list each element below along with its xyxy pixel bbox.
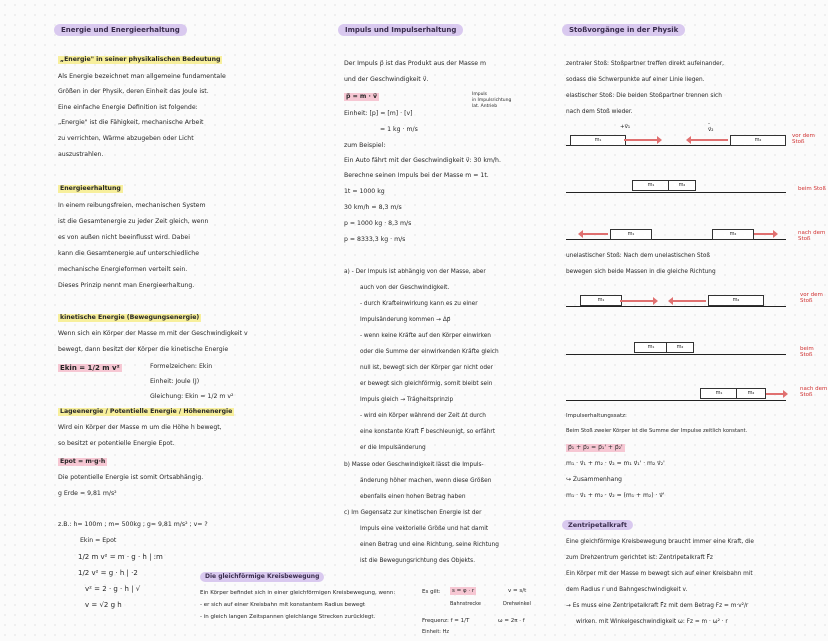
text-line: „Energie" ist die Fähigkeit, mechanische Arbeit [58, 119, 204, 126]
ekin-formula: Ekin = 1/2 m v² [60, 364, 120, 372]
text-line: Impulsänderung kommen → Δp⃗ [360, 317, 451, 323]
gravity-value: g Erde = 9,81 m/s² [58, 490, 117, 497]
conservation-heading: Impulserhaltungssatz: [566, 413, 627, 419]
it-holds: Es gilt: [422, 589, 441, 595]
text-line: - er sich auf einer Kreisbahn mit konstantem Radius bewegt [200, 602, 365, 608]
text-line: Ein Auto fährt mit der Geschwindigkeit v⃗: 30 km/h. [344, 157, 501, 164]
text-line: null ist, bewegt sich der Körper gar nicht oder [360, 365, 493, 371]
text-line: zum Drehzentrum gerichtet ist: Zentripetalkraft F⃗z [566, 555, 713, 561]
velocity-2-label: - v⃗₂ [708, 121, 714, 133]
text-line: In einem reibungsfreien, mechanischen System [58, 202, 206, 209]
mass-2-box: m₂ [730, 135, 786, 146]
example-given: z.B.: h= 100m ; m= 500kg ; g= 9,81 m/s² ; v= ? [58, 521, 208, 528]
text-line: mechanische Energieformen verteilt sein. [58, 266, 188, 273]
frequency-formula: Frequenz: f = 1/T [422, 618, 470, 624]
example-step: v² = 2 · g · h | √ [85, 585, 141, 593]
ground-line [566, 400, 786, 401]
text-line: c) Im Gegensatz zur kinetischen Energie ist der [344, 510, 482, 516]
text-line: Wird ein Körper der Masse m um die Höhe h bewegt, [58, 424, 222, 431]
collisions-title: Stoßvorgänge in der Physik [562, 24, 685, 36]
text-line: Die potentielle Energie ist somit Ortsabhängig. [58, 474, 204, 481]
unit-line: Einheit: [p] = [m] · [v] [344, 110, 413, 117]
label-before: vor dem Stoß [800, 292, 823, 304]
legend-line: in Impulsrichtung [472, 98, 512, 103]
velocity-arrow-right [754, 233, 774, 235]
ekin-symbol: Formelzeichen: Ekin [150, 363, 213, 370]
speed-formula: v = s/t [508, 588, 527, 594]
conservation-formula-expanded: m₁ · v⃗₁ + m₂ · v⃗₂ = m₁ v⃗₁' · m₂ v⃗₂' [566, 460, 665, 467]
energy-meaning-heading: „Energie" in seiner physikalischen Bedeutung [60, 56, 221, 63]
text-line: oder die Summe der einwirkenden Kräfte gleich [360, 349, 499, 355]
legend-line: Impuls [472, 92, 488, 97]
text-line: ebenfalls einen hohen Betrag haben [360, 494, 466, 500]
text-line: p = 8333,3 kg · m/s [344, 236, 406, 243]
mass-2-box: m₂ [736, 388, 766, 399]
text-line: Größen in der Physik, deren Einheit das Joule ist. [58, 88, 209, 95]
text-line: Als Energie bezeichnet man allgemeine fundamentale [58, 73, 226, 80]
kinetic-energy-heading: kinetische Energie (Bewegungsenergie) [60, 314, 200, 321]
text-line: Dieses Prinzip nennt man Energieerhaltung. [58, 282, 195, 289]
mass-2-box: m₂ [712, 229, 754, 240]
text-line: a) - Der Impuls ist abhängig von der Masse, aber [344, 269, 486, 275]
mass-1-box: m₁ [700, 388, 738, 399]
text-line: p = 1000 kg · 8,3 m/s [344, 220, 412, 227]
label-before: vor dem Stoß [792, 133, 815, 145]
energy-conservation-heading: Energieerhaltung [60, 185, 121, 192]
text-line: änderung höher machen, wenn diese Größen [360, 478, 492, 484]
ekin-equation: Gleichung: Ekin = 1/2 m v² [150, 393, 234, 400]
arc-label: Bahnstrecke [450, 601, 481, 607]
velocity-1-label: +v⃗₁ [620, 124, 631, 130]
unit-line: = 1 kg · m/s [380, 126, 418, 133]
omega-formula: ω = 2π · f [498, 618, 525, 624]
text-line: auch von der Geschwindigkeit. [360, 285, 450, 291]
text-line: auszustrahlen. [58, 151, 104, 158]
text-line: Wenn sich ein Körper der Masse m mit der Geschwindigkeit v [58, 330, 248, 337]
mass-1-box: m₁ [610, 229, 652, 240]
text-line: zu verrichten, Wärme abzugeben oder Licht [58, 135, 194, 142]
velocity-arrow-right [624, 139, 658, 141]
text-line: kann die Gesamtenergie auf unterschiedliche [58, 250, 200, 257]
mass-2-box: m₂ [668, 180, 696, 191]
circular-motion-heading: Die gleichförmige Kreisbewegung [200, 572, 324, 582]
velocity-arrow-right [620, 300, 654, 302]
label-during: beim Stoß [800, 346, 814, 358]
velocity-arrow-left [582, 233, 608, 235]
text-line: elastischer Stoß: Die beiden Stoßpartner trennen sich [566, 93, 722, 99]
text-line: er bewegt sich gleichförmig, somit bleibt sein [360, 381, 493, 387]
label-after: nach dem Stoß [798, 230, 826, 242]
text-line: einen Betrag und eine Richtung, seine Richtung [360, 542, 499, 548]
arc-formula: s = φ · r [452, 588, 475, 594]
text-line: bewegt, dann besitzt der Körper die kinetische Energie [58, 346, 229, 353]
mass-1-box: m₁ [632, 180, 670, 191]
ekin-unit: Einheit: Joule (J) [150, 378, 200, 385]
potential-energy-heading: Lageenergie / Potentielle Energie / Höhenenergie [60, 408, 233, 415]
example-result: v = √2 g h [85, 601, 122, 609]
mass-1-box: m₁ [634, 342, 668, 353]
label-after: nach dem Stoß [800, 386, 828, 398]
text-line: ist die Bewegungsrichtung des Objekts. [360, 558, 476, 564]
text-line: Eine gleichförmige Kreisbewegung braucht immer eine Kraft, die [566, 539, 754, 545]
example-step: Ekin = Epot [80, 537, 117, 544]
velocity-arrow-left [690, 139, 728, 141]
text-line: unelastischer Stoß: Nach dem unelastischen Stoß [566, 253, 711, 259]
centripetal-heading: Zentripetalkraft [562, 520, 633, 530]
text-line: → Es muss eine Zentripetalkraft F⃗z mit dem Betrag Fz = m·v²/r [566, 603, 749, 609]
text-line: Ein Körper befindet sich in einer gleichförmigen Kreisbewegung, wenn: [200, 590, 396, 596]
text-line: Eine einfache Energie Definition ist folgende: [58, 104, 198, 111]
frequency-unit: Einheit: Hz [422, 629, 449, 635]
energy-title: Energie und Energieerhaltung [54, 24, 187, 36]
text-line: Impuls eine vektorielle Größe und hat damit [360, 526, 489, 532]
text-line: ist die Gesamtenergie zu jeder Zeit gleich, wenn [58, 218, 209, 225]
text-line: wirken. mit Winkelgeschwindigkeit ω: Fz = m · ω² · r [576, 619, 728, 625]
text-line: eine konstante Kraft F⃗ beschleunigt, so erfährt [360, 429, 495, 435]
text-line: dem Radius r und Bahngeschwindigkeit v. [566, 587, 688, 593]
label-during: beim Stoß [798, 186, 826, 192]
text-line: - durch Krafteinwirkung kann es zu einer [360, 301, 478, 307]
mass-1-box: m₁ [570, 135, 626, 146]
ground-line [566, 306, 786, 307]
text-line: Impuls gleich → Trägheitsprinzip [360, 397, 454, 403]
conservation-formula: p⃗₁ + p⃗₂ = p⃗₁' + p⃗₂' [568, 444, 623, 451]
text-line: es von außen nicht beeinflusst wird. Dabei [58, 234, 190, 241]
text-line: Der Impuls p⃗ ist das Produkt aus der Masse m [344, 60, 487, 67]
text-line: Beim Stoß zweier Körper ist die Summe der Impulse zeitlich konstant. [566, 428, 748, 434]
inelastic-formula: m₁ · v⃗₁ + m₂ · v⃗₂ = (m₁ + m₂) · v⃗' [566, 492, 665, 499]
text-line: - in gleich langen Zeitspannen gleichlange Strecken zurücklegt. [200, 614, 376, 620]
velocity-arrow-left [672, 300, 706, 302]
text-line: bewegen sich beide Massen in die gleiche Richtung [566, 269, 716, 275]
text-line: 30 km/h = 8,3 m/s [344, 204, 402, 211]
angle-label: Drehwinkel [503, 601, 531, 607]
text-line: so besitzt er potentielle Energie Epot. [58, 440, 175, 447]
example-label: zum Beispiel: [344, 142, 386, 149]
text-line: er die Impulsänderung [360, 445, 426, 451]
epot-formula: Epot = m·g·h [60, 458, 106, 465]
ground-line [566, 192, 786, 193]
text-line: Berechne seinen Impuls bei der Masse m = 1t. [344, 172, 489, 179]
text-line: ↪ Zusammenhang [566, 476, 622, 483]
ground-line [566, 354, 786, 355]
momentum-formula: p⃗ = m · v⃗ [346, 93, 378, 100]
text-line: sodass die Schwerpunkte auf einer Linie liegen. [566, 77, 705, 83]
text-line: nach dem Stoß wieder. [566, 109, 633, 115]
text-line: - wenn keine Kräfte auf den Körper einwirken [360, 333, 491, 339]
text-line: Ein Körper mit der Masse m bewegt sich auf einer Kreisbahn mit [566, 571, 753, 577]
momentum-title: Impuls und Impulserhaltung [338, 24, 463, 36]
text-line: - wird ein Körper während der Zeit Δt durch [360, 413, 486, 419]
velocity-arrow-right [766, 393, 784, 395]
mass-2-box: m₂ [708, 295, 764, 306]
mass-1-box: m₁ [580, 295, 622, 306]
text-line: zentraler Stoß: Stoßpartner treffen direkt aufeinander, [566, 61, 724, 67]
text-line: b) Masse oder Geschwindigkeit lässt die Impuls- [344, 462, 484, 468]
mass-2-box: m₂ [666, 342, 694, 353]
text-line: und der Geschwindigkeit v⃗. [344, 76, 429, 83]
example-step: 1/2 m v² = m · g · h | :m [78, 553, 163, 561]
example-step: 1/2 v² = g · h | ·2 [78, 569, 138, 577]
text-line: 1t = 1000 kg [344, 188, 385, 195]
legend-line: lat. Antrieb [472, 104, 498, 109]
